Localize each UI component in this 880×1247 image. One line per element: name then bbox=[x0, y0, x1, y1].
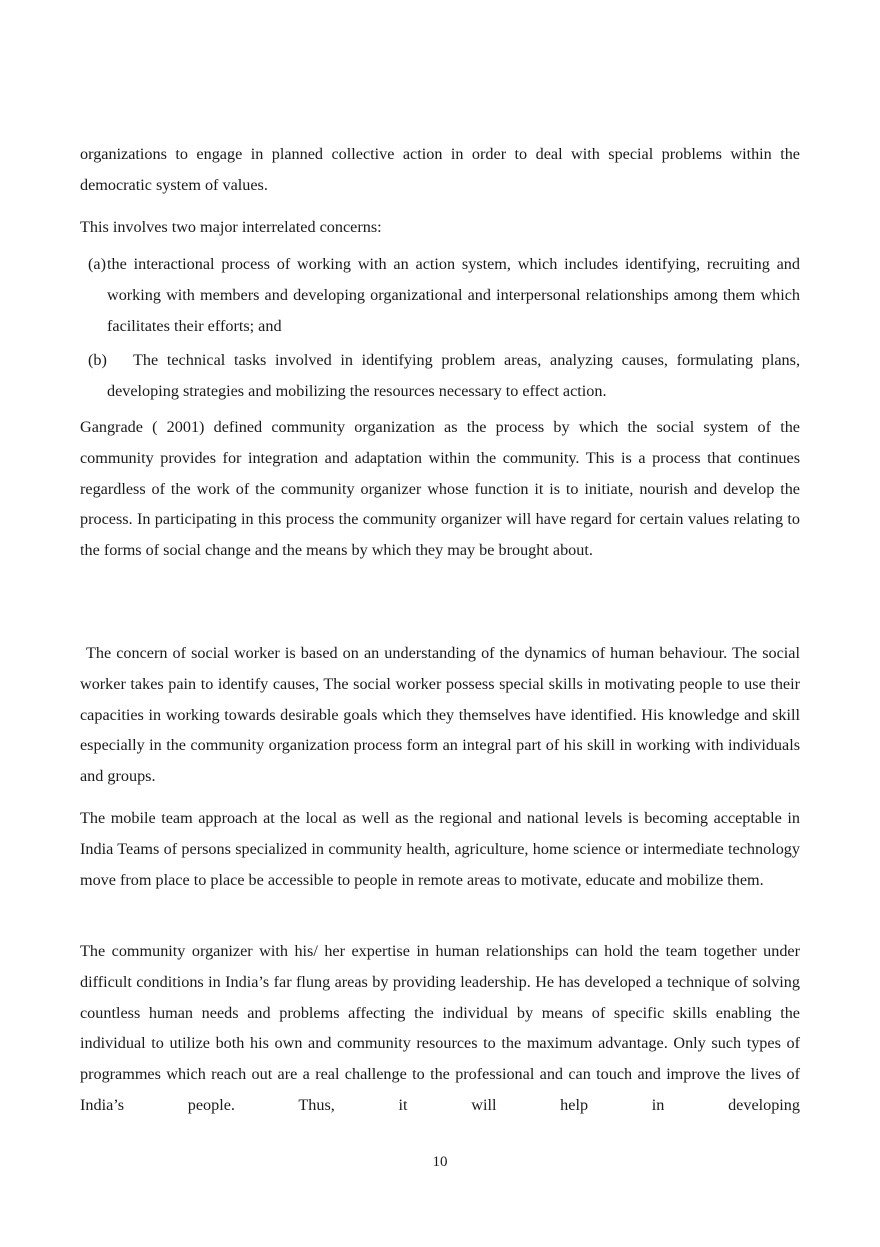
paragraph-concerns-lead: This involves two major interrelated concerns: bbox=[80, 218, 382, 236]
paragraph-intro-continuation: organizations to engage in planned collective action in order to deal with special problems within the democratic system of values. bbox=[80, 145, 800, 194]
page-number: 10 bbox=[432, 1154, 448, 1170]
paragraph-community-organizer: The community organizer with his/ her expertise in human relationships can hold the team together under difficult conditions in India’s far flung areas by providing leadership. He has developed a technique of solving countless human needs and problems affecting the individual by means of specific skills enabling the individual to utilize both his own and community resources to the maximum advantage. Only such types of programmes which reach out are a real challenge to the professional and can touch and improve the lives of India’s people. Thus, it will help in developing bbox=[80, 942, 800, 1114]
list-text-b: The technical tasks involved in identifying problem areas, analyzing causes, formulating plans, developing strategies and mobilizing the resources necessary to effect action. bbox=[107, 351, 800, 400]
list-marker-b: (b) bbox=[88, 351, 107, 369]
list-item-a bbox=[80, 249, 800, 341]
list-item-b bbox=[80, 345, 800, 407]
paragraph-social-worker-concern: The concern of social worker is based on an understanding of the dynamics of human behaviour. The social worker takes pain to identify causes, The social worker possess special skills in motivating people to use their capacities in working towards desirable goals which they themselves have identified. His knowledge and skill especially in the community organization process form an integral part of his skill in working with individuals and groups. bbox=[80, 644, 800, 786]
list-marker-a: (a) bbox=[88, 255, 106, 273]
paragraph-mobile-team: The mobile team approach at the local as well as the regional and national levels is becoming acceptable in India Teams of persons specialized in community health, agriculture, home science or intermediate technology move from place to place be accessible to people in remote areas to motivate, educate and mobilize them. bbox=[80, 809, 800, 889]
paragraph-gangrade-definition: Gangrade ( 2001) defined community organization as the process by which the social system of the community provides for integration and adaptation within the community. This is a process that continues regardless of the work of the community organizer whose function it is to initiate, nourish and develop the process. In participating in this process the community organizer will have regard for certain values relating to the forms of social change and the means by which they may be brought about. bbox=[80, 418, 800, 560]
list-text-a-content: the interactional process of working with an action system, which includes identifying, recruiting and working with members and developing organizational and interpersonal relationships among them which facilitates their efforts; and bbox=[107, 255, 800, 335]
list-text-a bbox=[80, 249, 800, 341]
